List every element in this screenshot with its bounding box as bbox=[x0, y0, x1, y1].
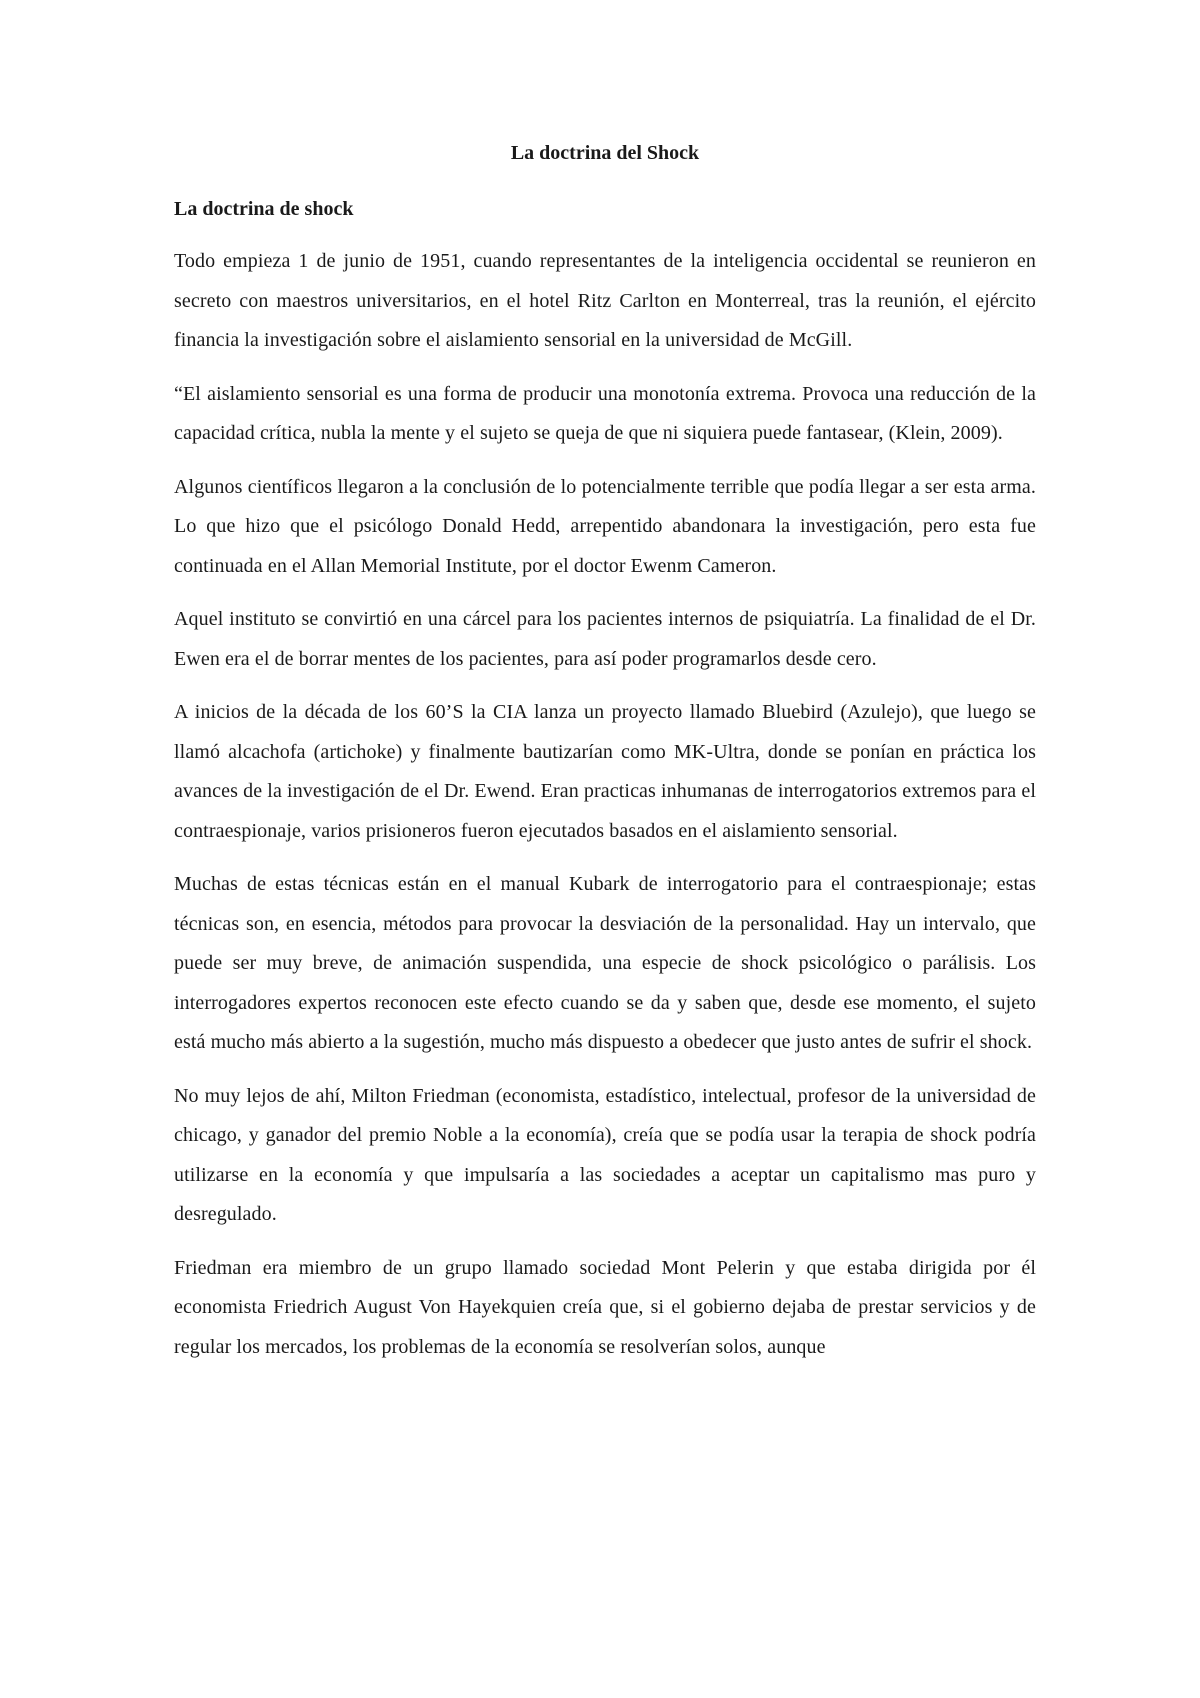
paragraph: Muchas de estas técnicas están en el manual Kubark de interrogatorio para el contraespionaje; estas técnicas son, en esencia, métodos para provocar la desviación de la personalidad. Hay un intervalo, que puede ser muy breve, de animación suspendida, una especie de shock psicológico o parálisis. Los interrogadores expertos reconocen este efecto cuando se da y saben que, desde ese momento, el sujeto está mucho más abierto a la sugestión, mucho más dispuesto a obedecer que justo antes de sufrir el shock. bbox=[174, 873, 1036, 1053]
paragraph: Algunos científicos llegaron a la conclusión de lo potencialmente terrible que podía llegar a ser esta arma. Lo que hizo que el psicólogo Donald Hedd, arrepentido abandonara la investigación, pero esta fue continuada en el Allan Memorial Institute, por el doctor Ewenm Cameron. bbox=[174, 475, 1036, 577]
paragraph: “El aislamiento sensorial es una forma de producir una monotonía extrema. Provoca una reducción de la capacidad crítica, nubla la mente y el sujeto se queja de que ni siquiera puede fantasear, (Klein, 2009). bbox=[174, 382, 1036, 444]
paragraph: Friedman era miembro de un grupo llamado sociedad Mont Pelerin y que estaba dirigida por él economista Friedrich August Von Hayekquien creía que, si el gobierno dejaba de prestar servicios y de regular los mercados, los problemas de la economía se resolverían solos, aunque bbox=[174, 1256, 1036, 1358]
document-body bbox=[174, 138, 1036, 1381]
document-title: La doctrina del Shock bbox=[510, 142, 700, 164]
paragraph: A inicios de la década de los 60’S la CIA lanza un proyecto llamado Bluebird (Azulejo), que luego se llamó alcachofa (artichoke) y finalmente bautizarían como MK-Ultra, donde se ponían en práctica los avances de la investigación de el Dr. Ewend. Eran practicas inhumanas de interrogatorios extremos para el contraespionaje, varios prisioneros fueron ejecutados basados en el aislamiento sensorial. bbox=[174, 701, 1036, 842]
section-heading: La doctrina de shock bbox=[174, 198, 354, 220]
paragraph: Todo empieza 1 de junio de 1951, cuando representantes de la inteligencia occidental se reunieron en secreto con maestros universitarios, en el hotel Ritz Carlton en Monterreal, tras la reunión, el ejército financia la investigación sobre el aislamiento sensorial en la universidad de McGill. bbox=[174, 250, 1036, 351]
paragraph: Aquel instituto se convirtió en una cárcel para los pacientes internos de psiquiatría. La finalidad de el Dr. Ewen era el de borrar mentes de los pacientes, para así poder programarlos desde cero. bbox=[174, 608, 1036, 670]
paragraph: No muy lejos de ahí, Milton Friedman (economista, estadístico, intelectual, profesor de la universidad de chicago, y ganador del premio Noble a la economía), creía que se podía usar la terapia de shock podría utilizarse en la economía y que impulsaría a las sociedades a aceptar un capitalismo mas puro y desregulado. bbox=[174, 1084, 1036, 1225]
